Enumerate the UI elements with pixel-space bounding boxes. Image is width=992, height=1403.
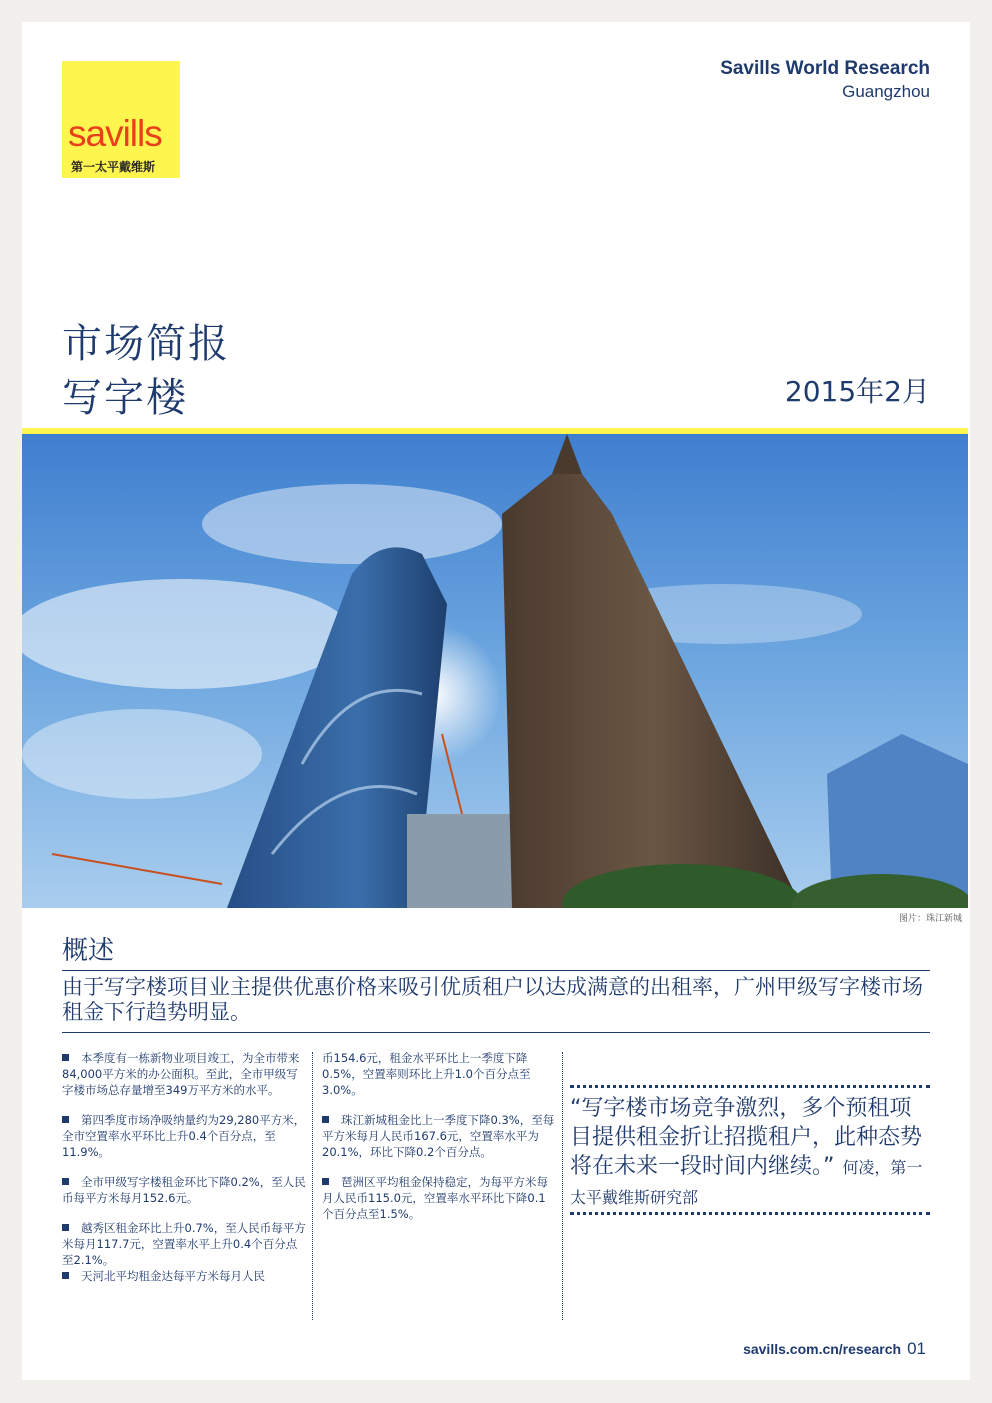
bullet-square-icon <box>322 1116 329 1123</box>
list-item <box>322 1112 557 1160</box>
bullet-text: 第四季度市场净吸纳量约为29,280平方米，全市空置率水平环比上升0.4个百分点，至11.9%。 <box>62 1113 306 1159</box>
bullet-square-icon <box>62 1224 69 1231</box>
quote-text: “写字楼市场竞争激烈，多个预租项目提供租金折让招揽租户，此种态势将在未来一段时间内继续。” <box>570 1096 923 1179</box>
overview-summary: 由于写字楼项目业主提供优惠价格来吸引优质租户以达成满意的出租率，广州甲级写字楼市场租金下行趋势明显。 <box>62 975 923 1024</box>
bullet-column-1 <box>62 1050 306 1284</box>
bullet-text: 天河北平均租金达每平方米每月人民 <box>81 1269 265 1283</box>
logo-wordmark: savills <box>68 113 162 154</box>
page-number: 01 <box>907 1339 926 1358</box>
bullet-text: 越秀区租金环比上升0.7%，至人民币每平方米每月117.7元，空置率水平上升0.4个百分点至2.1%。 <box>62 1221 306 1267</box>
list-item <box>322 1174 557 1222</box>
summary-top-rule <box>62 970 930 971</box>
list-item <box>62 1050 306 1098</box>
bullet-text: 珠江新城租金比上一季度下降0.3%，至每平方米每月人民币167.6元，空置率水平为20.1%，环比下降0.2个百分点。 <box>322 1113 555 1159</box>
brand-city: Guangzhou <box>842 82 930 101</box>
bullet-text: 琶洲区平均租金保持稳定，为每平方米每月人民币115.0元，空置率水平环比下降0.1个百分点至1.5%。 <box>322 1175 548 1221</box>
column-divider <box>312 1052 313 1320</box>
list-item <box>62 1268 306 1284</box>
quote-top-rule <box>570 1085 930 1088</box>
logo-subtitle: 第一太平戴维斯 <box>71 160 156 174</box>
report-subtitle: 写字楼 <box>62 375 188 421</box>
bullet-square-icon <box>62 1116 69 1123</box>
report-page <box>22 22 970 1380</box>
quote-bottom-rule <box>570 1212 930 1215</box>
overview-heading: 概述 <box>62 936 115 966</box>
savills-logo <box>62 61 180 178</box>
bullet-square-icon <box>62 1178 69 1185</box>
quote-author: 何凌，第一太平戴维斯研究部 <box>570 1158 923 1207</box>
bullet-column-2 <box>322 1050 557 1222</box>
bullet-square-icon <box>62 1272 69 1279</box>
pull-quote <box>570 1094 932 1212</box>
report-title: 市场简报 <box>62 321 230 367</box>
footer-url[interactable]: savills.com.cn/research <box>743 1341 902 1357</box>
report-brand <box>720 58 930 102</box>
summary-bottom-rule <box>62 1032 930 1033</box>
list-item <box>62 1220 306 1268</box>
bullet-text: 全市甲级写字楼租金环比下降0.2%，至人民币每平方米每月152.6元。 <box>62 1175 306 1205</box>
bullet-square-icon <box>62 1054 69 1061</box>
bullet-square-icon <box>322 1178 329 1185</box>
hero-photo-skyscrapers <box>22 434 968 908</box>
brand-title: Savills World Research <box>720 58 930 79</box>
page-footer <box>743 1339 926 1359</box>
report-date: 2015年2月 <box>784 375 930 408</box>
continued-text: 币154.6元，租金水平环比上一季度下降0.5%，空置率则环比上升1.0个百分点至3.0%。 <box>322 1051 531 1097</box>
list-item <box>62 1174 306 1206</box>
column-divider <box>562 1052 563 1320</box>
bullet-text: 本季度有一栋新物业项目竣工，为全市带来84,000平方米的办公面积。至此，全市甲级写字楼市场总存量增至349万平方米的水平。 <box>62 1051 300 1097</box>
image-caption: 图片：珠江新城 <box>898 914 962 924</box>
list-item <box>62 1112 306 1160</box>
